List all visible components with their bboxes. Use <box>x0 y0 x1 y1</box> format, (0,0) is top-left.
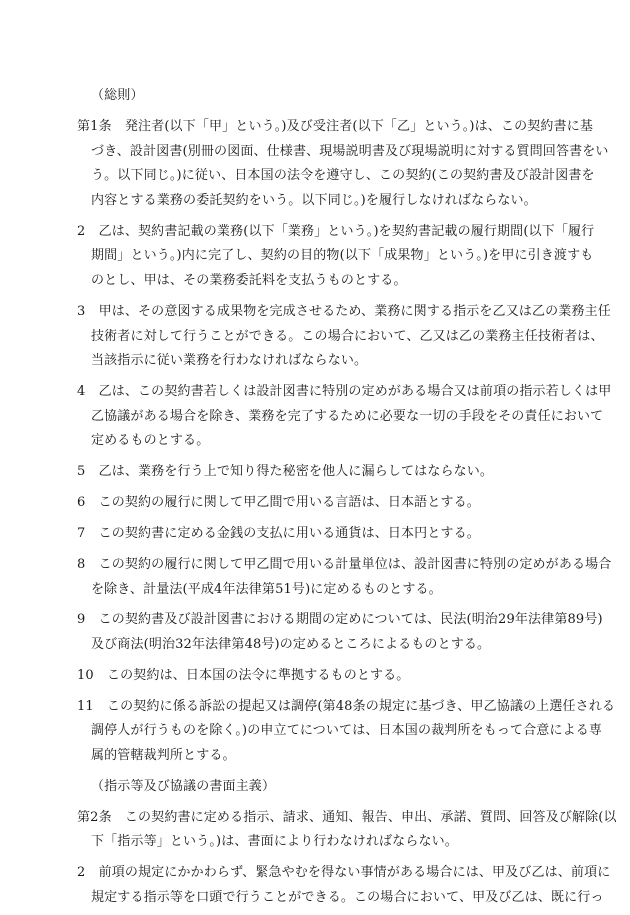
article-1-line-2: づき、設計図書(別冊の図面、仕様書、現場説明書及び現場説明に対する質問回答書をい <box>91 144 609 159</box>
paragraph-4-line-3: 定めるものとする。 <box>91 433 210 448</box>
paragraph-3-line-2: 技術者に対して行うことができる。この場合において、乙又は乙の業務主任技術者は、 <box>91 329 604 344</box>
article-2-line-2: 下「指示等」という。)は、書面により行わなければならない。 <box>91 834 458 849</box>
paragraph-2-line-1: 2 乙は、契約書記載の業務(以下「業務」という。)を契約書記載の履行期間(以下「履行 <box>77 224 595 239</box>
paragraph-4-line-2: 乙協議がある場合を除き、業務を完了するために必要な一切の手段をその責任において <box>91 409 604 424</box>
paragraph-9-line-1: 9 この契約書及び設計図書における期間の定めについては、民法(明治29年法律第89号) <box>77 612 603 627</box>
paragraph-2-line-2: 期間」という。)内に完了し、契約の目的物(以下「成果物」という。)を甲に引き渡すも <box>91 248 594 263</box>
heading-written-instructions: （指示等及び協議の書面主義） <box>91 779 276 794</box>
paragraph-6: 6 この契約の履行に関して甲乙間で用いる言語は、日本語とする。 <box>77 495 480 510</box>
article-1-line-1: 第1条 発注者(以下「甲」という。)及び受注者(以下「乙」という。)は、この契約書に基 <box>77 119 594 134</box>
paragraph-4-line-1: 4 乙は、この契約書若しくは設計図書に特別の定めがある場合又は前項の指示若しくは甲 <box>77 384 612 399</box>
article-1-line-4: 内容とする業務の委託契約をいう。以下同じ。)を履行しなければならない。 <box>91 193 537 208</box>
article-2-paragraph-2-line-1: 2 前項の規定にかかわらず、緊急やむを得ない事情がある場合には、甲及び乙は、前項に <box>77 865 611 880</box>
paragraph-3-line-3: 当該指示に従い業務を行わなければならない。 <box>91 353 368 368</box>
paragraph-11-line-3: 属的管轄裁判所とする。 <box>91 748 236 763</box>
paragraph-2-line-3: のとし、甲は、その業務委託料を支払うものとする。 <box>91 273 407 288</box>
paragraph-8-line-1: 8 この契約の履行に関して甲乙間で用いる計量単位は、設計図書に特別の定めがある場合 <box>77 557 612 572</box>
heading-general-provisions: （総則） <box>91 88 144 103</box>
article-2-line-1: 第2条 この契約書に定める指示、請求、通知、報告、申出、承諾、質問、回答及び解除(以 <box>77 810 617 825</box>
paragraph-3-line-1: 3 甲は、その意図する成果物を完成させるため、業務に関する指示を乙又は乙の業務主任 <box>77 304 611 319</box>
paragraph-9-line-2: 及び商法(明治32年法律第48号)の定めるところによるものとする。 <box>91 637 491 652</box>
article-2-paragraph-2-line-2: 規定する指示等を口頭で行うことができる。この場合において、甲及び乙は、既に行っ <box>91 890 604 905</box>
article-1-line-3: う。以下同じ。)に従い、日本国の法令を遵守し、この契約(この契約書及び設計図書を <box>91 168 595 183</box>
paragraph-10: 10 この契約は、日本国の法令に準拠するものとする。 <box>77 668 410 683</box>
paragraph-11-line-2: 調停人が行うものを除く。)の申立てについては、日本国の裁判所をもって合意による専 <box>91 723 603 738</box>
paragraph-11-line-1: 11 この契約に係る訴訟の提起又は調停(第48条の規定に基づき、甲乙協議の上選任される <box>77 699 616 714</box>
paragraph-8-line-2: を除き、計量法(平成4年法律第51号)に定めるものとする。 <box>91 582 442 597</box>
paragraph-5: 5 乙は、業務を行う上で知り得た秘密を他人に漏らしてはならない。 <box>77 464 494 479</box>
paragraph-7: 7 この契約書に定める金銭の支払に用いる通貨は、日本円とする。 <box>77 526 480 541</box>
